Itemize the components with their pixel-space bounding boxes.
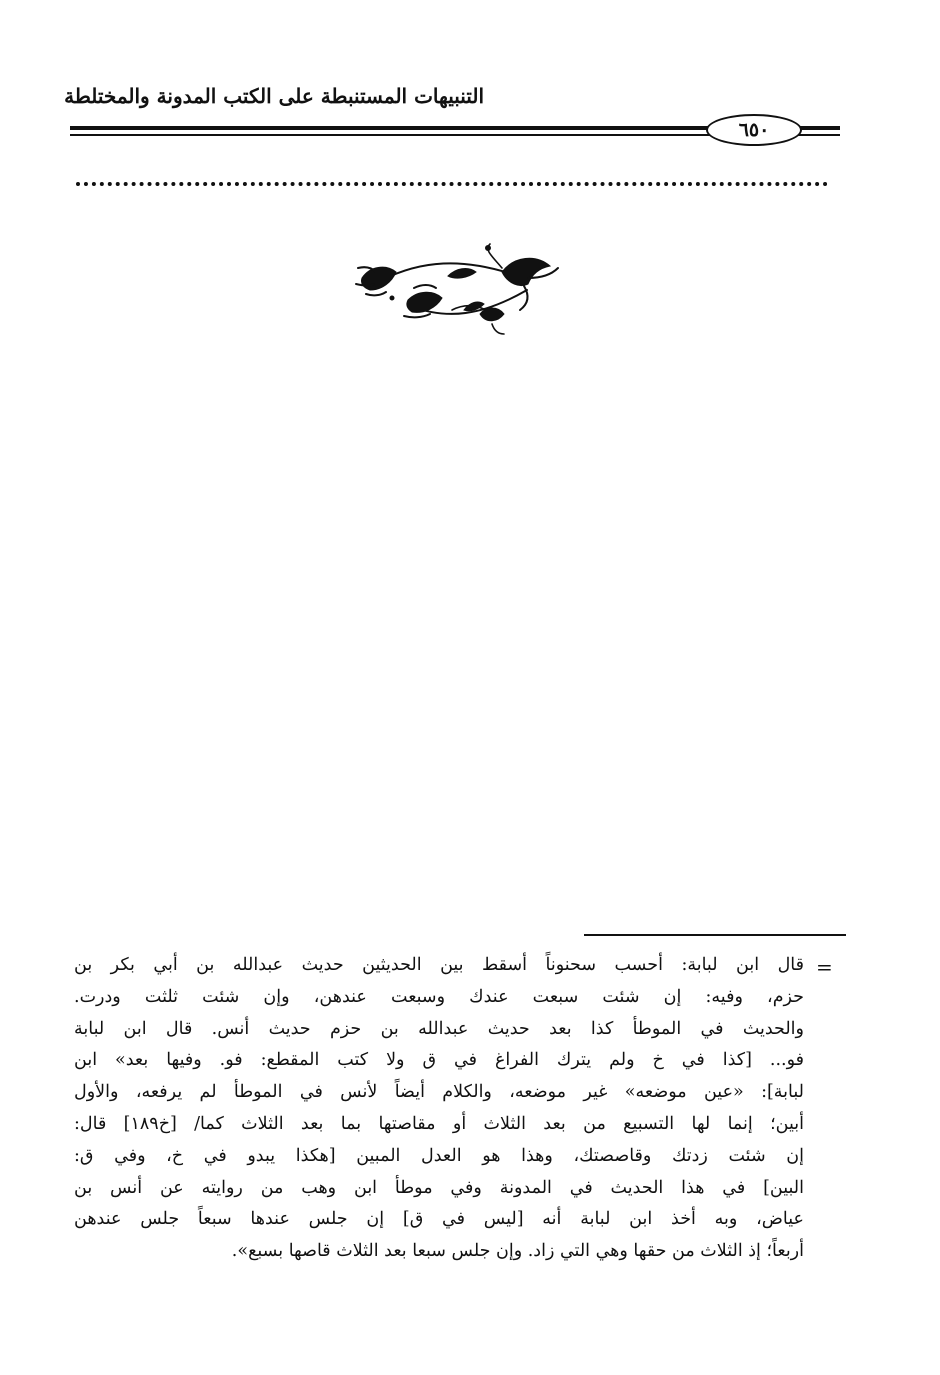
dotted-separator [76,170,828,186]
page-number [706,114,802,146]
footnote-line: قال ابن لبابة: أحسب سحنوناً أسقط بين الحديثين حديث عبدالله بن أبي بكر بن [74,955,804,975]
footnote-line: البين] في هذا الحديث في المدونة وفي موطأ ابن وهب من روايته عن أنس بن [74,1177,804,1198]
footnote-text [74,950,804,1268]
footnote-line: عياض، وبه أخذ ابن لبابة أنه [ليس في ق] إن جلس عندها سبعاً جلس عندهن [74,1209,804,1230]
footnote-line: أربعاً؛ إذ الثلاث من حقها وهي التي زاد. وإن جلس سبعا بعد الثلاث قاصها بسبع». [231,1241,804,1262]
footnote-line: فو... [كذا في خ ولم يترك الفراغ في ق ولا كتب المقطع: فو. وفيها بعد» ابن [74,1050,804,1071]
footnote-line: لبابة]: «عين موضعه» غير موضعه، والكلام أيضاً لأنس في الموطأ لم يرفعه، والأول [74,1082,804,1103]
footnote-continuation-mark: = [816,955,833,979]
page-number-text: ٦٥٠ [738,119,770,141]
header-title: التنبيهات المستنبطة على الكتب المدونة والمختلطة [64,84,484,108]
floral-vignette-icon [352,238,562,338]
footnote-line: حزم، وفيه: إن شئت سبعت عندك وسبعت عندهن، وإن شئت ثلثت ودرت. [74,986,805,1007]
footnote-line: والحديث في الموطأ كذا بعد حديث عبدالله بن حزم حديث أنس. قال ابن لبابة [74,1018,804,1039]
running-header [64,84,840,144]
footnote-separator [584,934,846,936]
footnote-line: أبين؛ إنما لها التسبيع من بعد الثلاث أو مقاصتها بما بعد الثلاث كما/ [خ١٨٩] قال: [74,1113,804,1134]
footnote-line: إن شئت زدتك وقاصصتك، وهذا هو العدل المبين [هكذا يبدو في خ، وفي ق: [74,1145,804,1166]
